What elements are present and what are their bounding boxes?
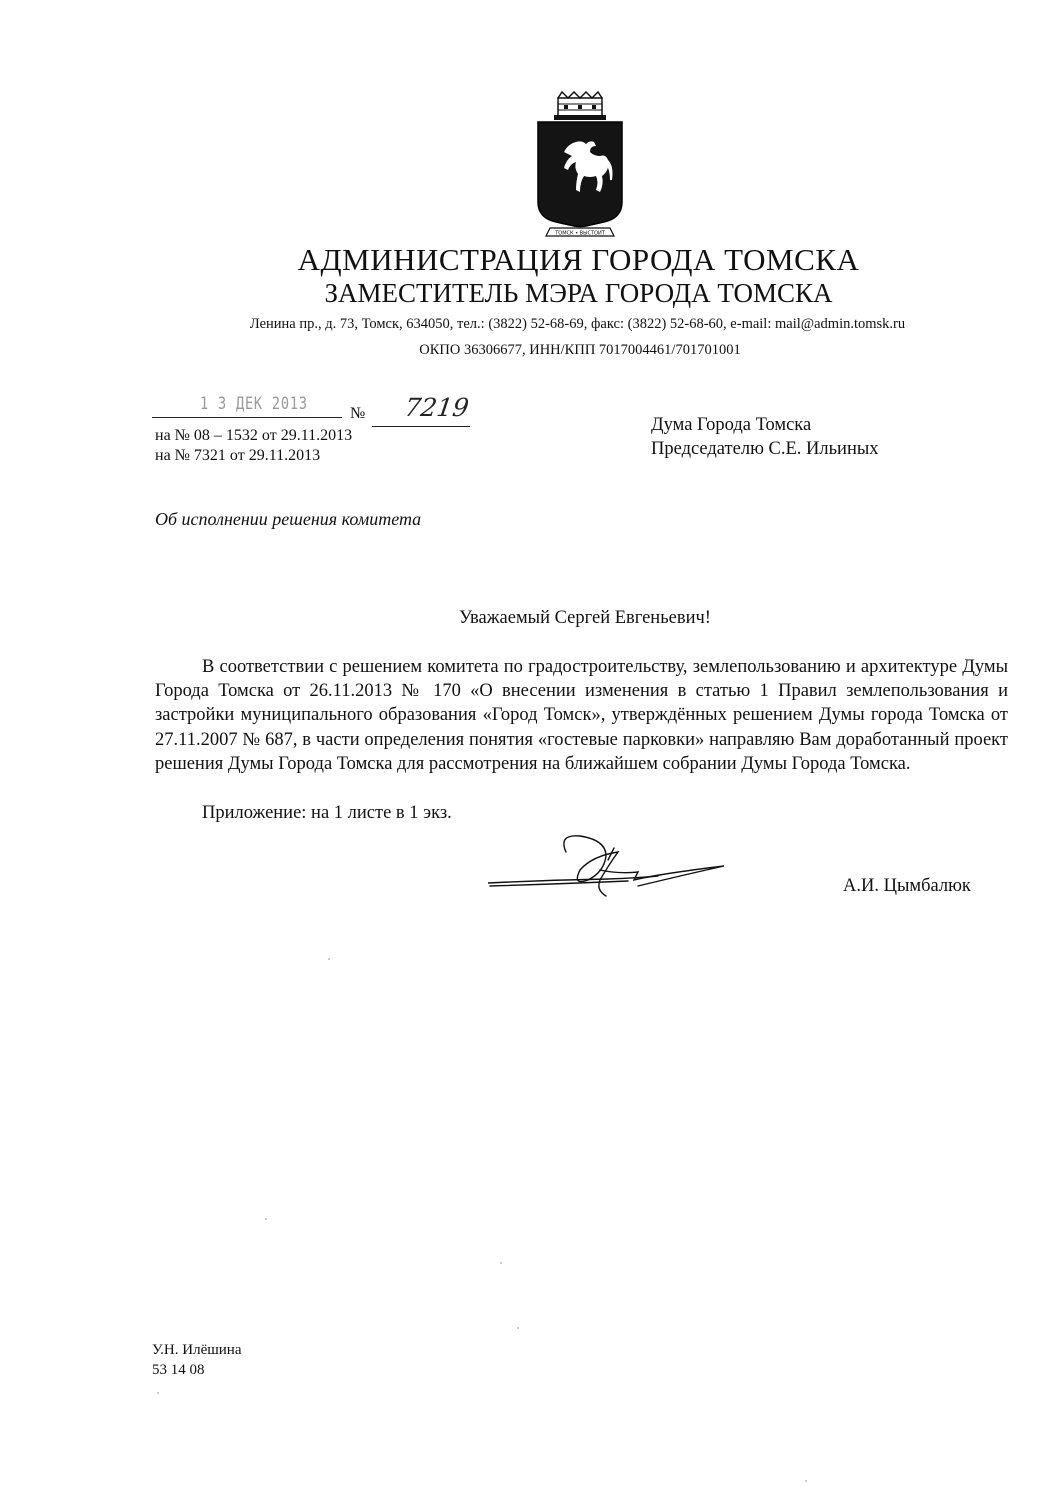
coat-of-arms-icon bbox=[534, 90, 626, 242]
org-address: Ленина пр., д. 73, Томск, 634050, тел.: (3822) 52-68-69, факс: (3822) 52-68-60, e-mail: mail@admin.tomsk.ru bbox=[249, 316, 906, 332]
scan-speck bbox=[265, 1218, 267, 1220]
addressee-person: Председателю С.Е. Ильиных bbox=[651, 439, 879, 459]
greeting: Уважаемый Сергей Евгеньевич! bbox=[459, 608, 711, 628]
addressee-org: Дума Города Томска bbox=[651, 415, 812, 435]
number-label: № bbox=[350, 405, 366, 422]
attachment-note: Приложение: на 1 листе в 1 экз. bbox=[202, 803, 452, 823]
number-underline bbox=[372, 426, 470, 427]
date-underline bbox=[152, 417, 342, 418]
signature-icon bbox=[488, 830, 728, 905]
scan-speck bbox=[517, 1327, 519, 1329]
scan-speck bbox=[500, 1262, 502, 1264]
scan-speck bbox=[157, 1392, 159, 1394]
scan-speck bbox=[805, 1480, 807, 1482]
executor-phone: 53 14 08 bbox=[152, 1362, 205, 1378]
org-subtitle: ЗАМЕСТИТЕЛЬ МЭРА ГОРОДА ТОМСКА bbox=[324, 278, 833, 308]
outgoing-number: 7219 bbox=[402, 393, 471, 422]
crest-motto: ТОМСК • ВЫСТОИТ bbox=[555, 230, 605, 237]
reference-line: на № 7321 от 29.11.2013 bbox=[155, 447, 321, 464]
org-codes: ОКПО 36306677, ИНН/КПП 7017004461/701701001 bbox=[419, 342, 741, 358]
scan-speck bbox=[328, 958, 330, 960]
executor-name: У.Н. Илёшина bbox=[152, 1342, 242, 1358]
org-title: АДМИНИСТРАЦИЯ ГОРОДА ТОМСКА bbox=[297, 242, 860, 277]
letter-body: В соответствии с решением комитета по градостроительству, землепользованию и архитектуре Думы Города Томска от 26.11.2013 № 170 «О внесении изменения в статью 1 Правил землепользования и застройки муниципального образования «Город Томск», утверждённых решением Думы города Томска от 27.11.2007 № 687, в части определения понятия «гостевые парковки» направляю Вам доработанный проект решения Думы Города Томска для рассмотрения на ближайшем собрании Думы Города Томска. bbox=[155, 657, 1008, 774]
crown-icon bbox=[554, 92, 606, 120]
reference-line: на № 08 – 1532 от 29.11.2013 bbox=[155, 427, 353, 444]
letter-subject: Об исполнении решения комитета bbox=[155, 509, 422, 529]
date-stamp: 1 3 ДЕК 2013 bbox=[200, 394, 308, 414]
signer-name: А.И. Цымбалюк bbox=[843, 876, 971, 896]
